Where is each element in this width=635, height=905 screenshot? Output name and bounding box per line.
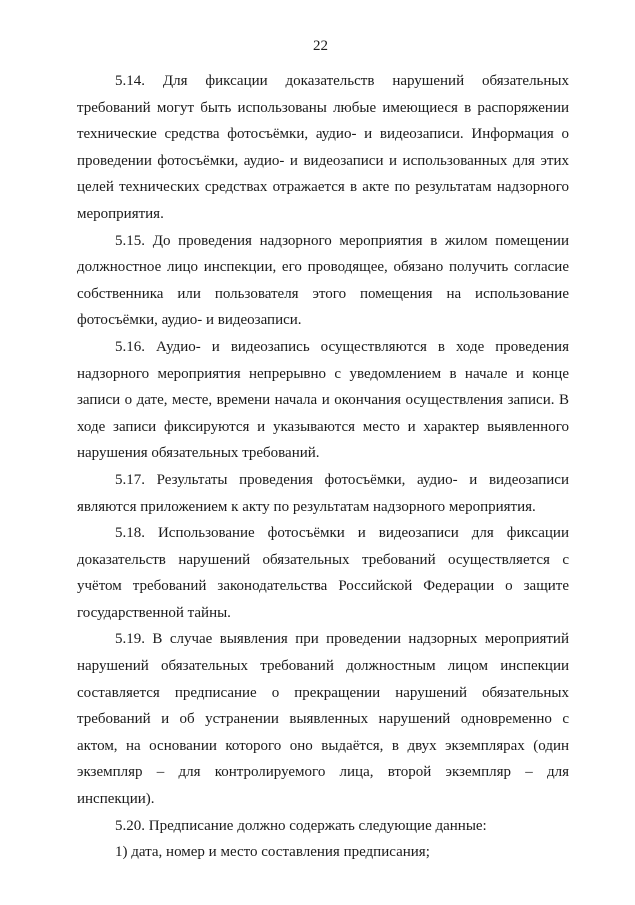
text-line: 5.14. Для фиксации доказательств нарушений обязательных <box>115 73 569 89</box>
text-line: нарушений обязательных требований должностным лицом инспекции <box>77 658 569 675</box>
text-line: доказательств нарушений обязательных требований осуществляется с <box>77 551 569 568</box>
text-line: 5.15. До проведения надзорного мероприятия в жилом помещении <box>115 232 569 249</box>
text-line: 5.18. Использование фотосъёмки и видеозаписи для фиксации <box>115 525 569 542</box>
text-line: надзорного мероприятия непрерывно с уведомлением в начале и конце <box>77 365 569 382</box>
text-line: 5.19. В случае выявления при проведении надзорных мероприятий <box>115 631 569 648</box>
text-line: 5.20. Предписание должно содержать следующие данные: <box>115 817 487 834</box>
text-line: собственника или пользователя этого помещения на использование <box>77 285 569 302</box>
paragraph <box>77 626 569 812</box>
text-line: проведении фотосъёмки, аудио- и видеозаписи и использованных для этих <box>77 152 569 169</box>
text-line: ходе записи фиксируются и указываются место и характер выявленного <box>77 418 569 435</box>
paragraph <box>77 228 569 334</box>
paragraph <box>77 839 569 866</box>
text-line: составляется предписание о прекращении нарушений обязательных <box>77 684 569 701</box>
text-line: государственной тайны. <box>77 604 231 621</box>
page-number: 22 <box>313 38 328 54</box>
text-line: 5.16. Аудио- и видеозапись осуществляются в ходе проведения <box>115 338 569 355</box>
text-line: экземпляр – для контролируемого лица, второй экземпляр – для <box>77 764 569 781</box>
paragraph <box>77 813 569 840</box>
text-line: инспекции). <box>77 791 155 808</box>
text-line: актом, на основании которого оно выдаётся, в двух экземплярах (один <box>77 737 569 754</box>
paragraph <box>77 68 569 228</box>
text-line: 5.17. Результаты проведения фотосъёмки, аудио- и видеозаписи <box>115 471 569 488</box>
text-line: требований могут быть использованы любые имеющиеся в распоряжении <box>77 99 569 116</box>
text-line: требований и об устранении выявленных нарушений одновременно с <box>77 711 569 728</box>
text-line: мероприятия. <box>77 205 164 222</box>
text-line: записи о дате, месте, времени начала и окончания осуществления записи. В <box>77 392 569 409</box>
text-line: нарушения обязательных требований. <box>77 445 320 462</box>
paragraph <box>77 467 569 520</box>
document-body <box>77 68 569 866</box>
text-line: учётом требований законодательства Российской Федерации о защите <box>77 578 569 595</box>
paragraph <box>77 520 569 626</box>
text-line: являются приложением к акту по результатам надзорного мероприятия. <box>77 498 536 515</box>
text-line: целей технических средствах отражается в акте по результатам надзорного <box>77 179 569 196</box>
text-line: должностное лицо инспекции, его проводящее, обязано получить согласие <box>77 259 569 276</box>
text-line: технические средства фотосъёмки, аудио- и видеозаписи. Информация о <box>77 126 569 143</box>
text-line: 1) дата, номер и место составления предписания; <box>115 844 430 861</box>
text-line: фотосъёмки, аудио- и видеозаписи. <box>77 312 302 329</box>
paragraph <box>77 334 569 467</box>
